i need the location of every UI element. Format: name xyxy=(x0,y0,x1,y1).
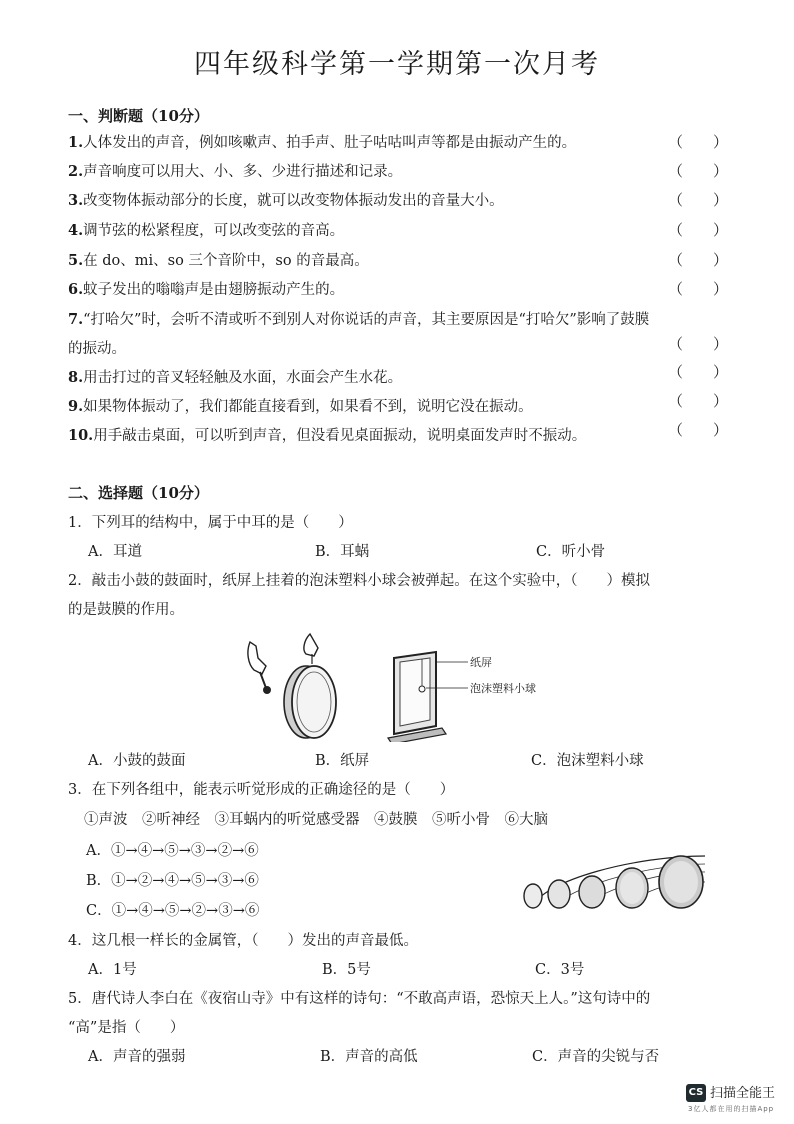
foam-ball xyxy=(419,686,425,692)
item-number: 2. xyxy=(68,163,84,180)
q2-option-c[interactable]: C．泡沫塑料小球 xyxy=(531,753,644,769)
watermark-tagline: 3亿人都在用的扫描App xyxy=(688,1105,775,1113)
answer-paren-7[interactable]: （ ） xyxy=(668,335,729,353)
item-number: 4. xyxy=(68,222,84,239)
q1-option-b[interactable]: B．耳蜗 xyxy=(315,544,370,560)
judge-item-1 xyxy=(68,131,576,152)
choice-q2: 2．敲击小鼓的鼓面时，纸屏上挂着的泡沫塑料小球会被弹起。在这个实验中，（ ）模拟 xyxy=(68,573,650,589)
answer-paren-2[interactable]: （ ） xyxy=(668,162,729,180)
judge-item-6 xyxy=(68,278,344,299)
q4-option-b[interactable]: B．5号 xyxy=(322,962,371,978)
q5-option-b[interactable]: B．声音的高低 xyxy=(320,1049,418,1065)
pipe-3-end xyxy=(579,876,605,908)
section-2-heading: 二、选择题（10分） xyxy=(68,484,209,502)
item-text: 蚊子发出的嗡嗡声是由翅膀振动产生的。 xyxy=(83,282,345,298)
judge-item-3 xyxy=(68,189,504,210)
answer-paren-6[interactable]: （ ） xyxy=(668,280,729,298)
answer-paren-9[interactable]: （ ） xyxy=(668,392,729,410)
hand-drawing xyxy=(248,642,266,674)
camscanner-logo-icon: CS xyxy=(686,1084,706,1102)
judge-item-7-cont: 的振动。 xyxy=(68,341,126,357)
drum-face xyxy=(292,666,336,738)
q2-option-a[interactable]: A．小鼓的鼓面 xyxy=(88,753,186,769)
judge-item-4 xyxy=(68,219,344,240)
q4-option-a[interactable]: A．1号 xyxy=(88,962,137,978)
answer-paren-3[interactable]: （ ） xyxy=(668,191,729,209)
item-text: “打哈欠”时，会听不清或听不到别人对你说话的声音，其主要原因是“打哈欠”影响了鼓膜 xyxy=(83,312,650,328)
item-text: 人体发出的声音，例如咳嗽声、拍手声、肚子咕咕叫声等都是由振动产生的。 xyxy=(83,135,577,151)
item-text: 用手敲击桌面，可以听到声音，但没看见桌面振动，说明桌面发声时不振动。 xyxy=(93,428,587,444)
judge-item-8 xyxy=(68,366,402,387)
item-number: 6. xyxy=(68,281,84,298)
pipe-1-end xyxy=(524,884,542,908)
judge-item-2 xyxy=(68,160,402,181)
stick-head xyxy=(263,686,271,694)
q1-option-a[interactable]: A．耳道 xyxy=(88,544,142,560)
item-text: 改变物体振动部分的长度，就可以改变物体振动发出的音量大小。 xyxy=(83,193,504,209)
judge-item-5 xyxy=(68,249,369,270)
choice-q4: 4．这几根一样长的金属管，（ ）发出的声音最低。 xyxy=(68,933,418,949)
judge-item-9 xyxy=(68,395,533,416)
answer-paren-8[interactable]: （ ） xyxy=(668,363,729,381)
drum-stick xyxy=(260,672,266,688)
item-text: 声音响度可以用大、小、多、少进行描述和记录。 xyxy=(83,164,403,180)
metal-pipes-figure xyxy=(515,850,715,930)
item-number: 5. xyxy=(68,252,84,269)
q4-option-c[interactable]: C．3号 xyxy=(535,962,585,978)
watermark-name: 扫描全能王 xyxy=(710,1086,776,1101)
q3-option-a[interactable]: A．①→④→⑤→③→②→⑥ xyxy=(86,843,259,859)
q3-option-c[interactable]: C．①→④→⑤→②→③→⑥ xyxy=(86,903,260,919)
item-text: 调节弦的松紧程度，可以改变弦的音高。 xyxy=(83,223,345,239)
judge-item-10 xyxy=(68,424,586,445)
choice-q5-cont: “高”是指（ ） xyxy=(68,1020,185,1036)
pipe-2-end xyxy=(548,880,570,908)
q2-option-b[interactable]: B．纸屏 xyxy=(315,753,370,769)
choice-q1: 1．下列耳的结构中，属于中耳的是（ ） xyxy=(68,515,353,531)
q5-option-c[interactable]: C．声音的尖锐与否 xyxy=(532,1049,660,1065)
choice-q5: 5．唐代诗人李白在《夜宿山寺》中有这样的诗句：“不敢高声语，恐惊天上人。”这句诗中的 xyxy=(68,991,651,1007)
judge-item-7 xyxy=(68,308,649,329)
item-text: 用击打过的音叉轻轻触及水面，水面会产生水花。 xyxy=(83,370,403,386)
choice-q3: 3．在下列各组中，能表示听觉形成的正确途径的是（ ） xyxy=(68,782,455,798)
q3-option-b[interactable]: B．①→②→④→⑤→③→⑥ xyxy=(86,873,259,889)
q1-option-c[interactable]: C．听小骨 xyxy=(536,544,606,560)
item-number: 9. xyxy=(68,398,84,415)
item-number: 3. xyxy=(68,192,84,209)
answer-paren-5[interactable]: （ ） xyxy=(668,251,729,269)
drum-experiment-figure xyxy=(236,630,566,742)
q5-option-a[interactable]: A．声音的强弱 xyxy=(88,1049,186,1065)
item-text: 如果物体振动了，我们都能直接看到，如果看不到，说明它没在振动。 xyxy=(83,399,533,415)
item-text: 在 do、mi、so 三个音阶中，so 的音最高。 xyxy=(83,253,369,269)
q3-choices: ①声波 ②听神经 ③耳蜗内的听觉感受器 ④鼓膜 ⑤听小骨 ⑥大脑 xyxy=(84,812,548,828)
item-number: 8. xyxy=(68,369,84,386)
answer-paren-4[interactable]: （ ） xyxy=(668,221,729,239)
answer-paren-1[interactable]: （ ） xyxy=(668,133,729,151)
label-foam-ball: 泡沫塑料小球 xyxy=(470,682,536,695)
answer-paren-10[interactable]: （ ） xyxy=(668,421,729,439)
item-number: 7. xyxy=(68,311,84,328)
item-number: 10. xyxy=(68,427,94,444)
page-title: 四年级科学第一学期第一次月考 xyxy=(194,49,600,80)
item-number: 1. xyxy=(68,134,84,151)
label-paper-screen: 纸屏 xyxy=(470,656,492,669)
choice-q2-cont: 的是鼓膜的作用。 xyxy=(68,602,184,618)
section-1-heading: 一、判断题（10分） xyxy=(68,107,209,125)
